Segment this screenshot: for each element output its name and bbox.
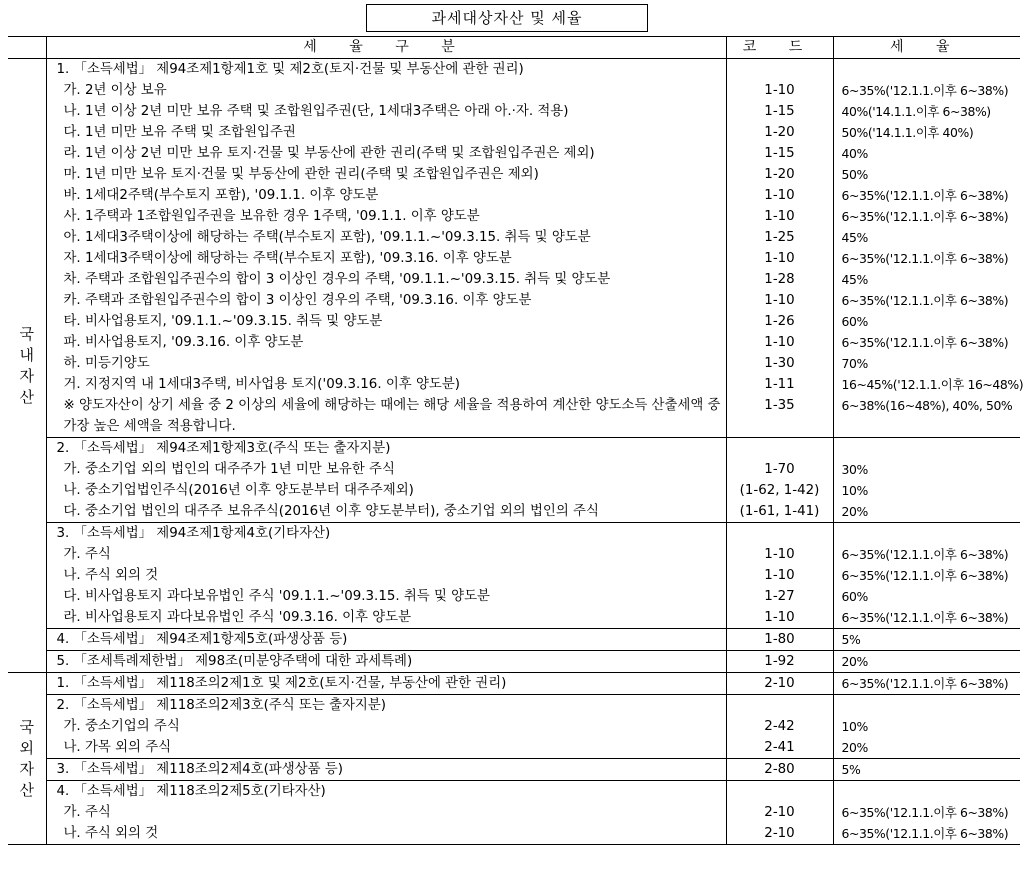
item-description: 차. 주택과 조합원입주권수의 합이 3 이상인 경우의 주택, '09.1.1.~'09.3.15. 취득 및 양도분 — [46, 269, 726, 290]
item-description: 나. 주식 외의 것 — [46, 565, 726, 586]
item-description: 거. 지정지역 내 1세대3주택, 비사업용 토지('09.3.16. 이후 양도분) — [46, 374, 726, 395]
item-rate — [833, 781, 1020, 803]
item-code: 1-20 — [726, 122, 833, 143]
tax-rate-table — [8, 36, 1024, 845]
table-row — [8, 544, 1020, 565]
item-description: 아. 1세대3주택이상에 해당하는 주택(부수토지 포함), '09.1.1.~'09.3.15. 취득 및 양도분 — [46, 227, 726, 248]
table-row — [8, 59, 1020, 81]
item-description: 가. 중소기업의 주식 — [46, 716, 726, 737]
item-code: 1-28 — [726, 269, 833, 290]
item-rate: 20% — [833, 737, 1020, 759]
item-rate: 6~38%(16~48%), 40%, 50% — [833, 395, 1020, 438]
item-description: 라. 비사업용토지 과다보유법인 주식 '09.3.16. 이후 양도분 — [46, 607, 726, 629]
item-rate: 45% — [833, 227, 1020, 248]
item-description: 라. 1년 이상 2년 미만 보유 토지·건물 및 부동산에 관한 권리(주택 및 조합원입주권은 제외) — [46, 143, 726, 164]
table-row — [8, 673, 1020, 695]
item-rate: 30% — [833, 459, 1020, 480]
item-code: 1-26 — [726, 311, 833, 332]
table-row — [8, 438, 1020, 460]
item-description: 카. 주택과 조합원입주권수의 합이 3 이상인 경우의 주택, '09.3.16. 이후 양도분 — [46, 290, 726, 311]
item-code: 1-10 — [726, 544, 833, 565]
category-char: 내 — [19, 345, 34, 364]
item-code: 2-10 — [726, 673, 833, 695]
item-code: 1-15 — [726, 143, 833, 164]
item-code: 2-10 — [726, 823, 833, 845]
item-code: 2-80 — [726, 759, 833, 781]
table-row — [8, 781, 1020, 803]
item-code — [726, 781, 833, 803]
item-description: 파. 비사업용토지, '09.3.16. 이후 양도분 — [46, 332, 726, 353]
header-category — [8, 37, 46, 59]
item-rate — [833, 438, 1020, 460]
table-row — [8, 269, 1020, 290]
table-row — [8, 353, 1020, 374]
item-code: 1-10 — [726, 565, 833, 586]
item-rate: 10% — [833, 480, 1020, 501]
table-row — [8, 185, 1020, 206]
item-description: 4. 「소득세법」 제94조제1항제5호(파생상품 등) — [46, 629, 726, 651]
table-row — [8, 248, 1020, 269]
header-code: 코 드 — [726, 37, 833, 59]
item-code: 1-92 — [726, 651, 833, 673]
item-code: 1-10 — [726, 185, 833, 206]
item-code: 2-42 — [726, 716, 833, 737]
item-code: 1-10 — [726, 607, 833, 629]
table-row — [8, 759, 1020, 781]
item-rate: 40% — [833, 143, 1020, 164]
item-description: 바. 1세대2주택(부수토지 포함), '09.1.1. 이후 양도분 — [46, 185, 726, 206]
item-description: 가. 주식 — [46, 544, 726, 565]
item-description: 2. 「소득세법」 제118조의2제3호(주식 또는 출자지분) — [46, 695, 726, 717]
item-rate: 5% — [833, 629, 1020, 651]
item-code: 1-10 — [726, 206, 833, 227]
item-code — [726, 523, 833, 545]
header-rate: 세 율 — [833, 37, 1020, 59]
item-rate: 6~35%('12.1.1.이후 6~38%) — [833, 673, 1020, 695]
table-body — [8, 59, 1024, 845]
item-rate: 6~35%('12.1.1.이후 6~38%) — [833, 823, 1020, 845]
item-description: 다. 중소기업 법인의 대주주 보유주식(2016년 이후 양도분부터), 중소기업 외의 법인의 주식 — [46, 501, 726, 523]
item-code: 1-25 — [726, 227, 833, 248]
table-row — [8, 501, 1020, 523]
item-code: 1-10 — [726, 290, 833, 311]
item-rate: 6~35%('12.1.1.이후 6~38%) — [833, 206, 1020, 227]
note-text: ※ 양도자산이 상기 세율 중 2 이상의 세율에 해당하는 때에는 해당 세율을 적용하여 계산한 양도소득 산출세액 중 가장 높은 세액을 적용합니다. — [46, 395, 726, 438]
item-code: (1-61, 1-41) — [726, 501, 833, 523]
item-rate: 6~35%('12.1.1.이후 6~38%) — [833, 565, 1020, 586]
item-rate: 6~35%('12.1.1.이후 6~38%) — [833, 802, 1020, 823]
item-rate: 40%('14.1.1.이후 6~38%) — [833, 101, 1020, 122]
header-desc: 세 율 구 분 — [46, 37, 726, 59]
table-row — [8, 311, 1020, 332]
item-code: 1-30 — [726, 353, 833, 374]
item-description: 1. 「소득세법」 제94조제1항제1호 및 제2호(토지·건물 및 부동산에 관한 권리) — [46, 59, 726, 81]
item-code: 1-11 — [726, 374, 833, 395]
item-description: 나. 주식 외의 것 — [46, 823, 726, 845]
category-char: 자 — [19, 759, 34, 778]
item-code: 1-10 — [726, 248, 833, 269]
item-description: 2. 「소득세법」 제94조제1항제3호(주식 또는 출자지분) — [46, 438, 726, 460]
table-header-row — [8, 37, 1020, 59]
table-row — [8, 227, 1020, 248]
item-rate: 45% — [833, 269, 1020, 290]
item-description: 가. 2년 이상 보유 — [46, 80, 726, 101]
category-char: 자 — [19, 366, 34, 385]
item-description: 다. 1년 미만 보유 주택 및 조합원입주권 — [46, 122, 726, 143]
table-row — [8, 101, 1020, 122]
item-code — [726, 438, 833, 460]
domestic-category-label — [8, 59, 46, 673]
item-description: 사. 1주택과 1조합원입주권을 보유한 경우 1주택, '09.1.1. 이후 양도분 — [46, 206, 726, 227]
table-row — [8, 802, 1020, 823]
item-rate: 5% — [833, 759, 1020, 781]
item-description: 자. 1세대3주택이상에 해당하는 주택(부수토지 포함), '09.3.16. 이후 양도분 — [46, 248, 726, 269]
table-row — [8, 565, 1020, 586]
item-description: 나. 가목 외의 주식 — [46, 737, 726, 759]
item-description: 하. 미등기양도 — [46, 353, 726, 374]
table-row — [8, 332, 1020, 353]
table-row — [8, 523, 1020, 545]
table-row — [8, 823, 1020, 845]
table-row — [8, 143, 1020, 164]
item-rate: 20% — [833, 651, 1020, 673]
item-description: 가. 중소기업 외의 법인의 대주주가 1년 미만 보유한 주식 — [46, 459, 726, 480]
item-code: 1-35 — [726, 395, 833, 438]
table-row — [8, 206, 1020, 227]
item-description: 1. 「소득세법」 제118조의2제1호 및 제2호(토지·건물, 부동산에 관한 권리) — [46, 673, 726, 695]
item-code: 1-70 — [726, 459, 833, 480]
item-rate: 6~35%('12.1.1.이후 6~38%) — [833, 290, 1020, 311]
item-rate: 60% — [833, 311, 1020, 332]
table-row — [8, 164, 1020, 185]
category-char: 국 — [19, 324, 34, 343]
item-rate: 6~35%('12.1.1.이후 6~38%) — [833, 607, 1020, 629]
item-description: 3. 「소득세법」 제94조제1항제4호(기타자산) — [46, 523, 726, 545]
item-rate — [833, 523, 1020, 545]
table-row — [8, 586, 1020, 607]
item-code: 1-10 — [726, 332, 833, 353]
item-code: 2-41 — [726, 737, 833, 759]
item-rate: 10% — [833, 716, 1020, 737]
table-row — [8, 695, 1020, 717]
item-description: 나. 중소기업법인주식(2016년 이후 양도분부터 대주주제외) — [46, 480, 726, 501]
item-code: 1-10 — [726, 80, 833, 101]
item-rate: 50%('14.1.1.이후 40%) — [833, 122, 1020, 143]
note-row — [8, 395, 1020, 438]
item-description: 가. 주식 — [46, 802, 726, 823]
item-rate: 6~35%('12.1.1.이후 6~38%) — [833, 80, 1020, 101]
table-row — [8, 651, 1020, 673]
item-description: 5. 「조세특례제한법」 제98조(미분양주택에 대한 과세특례) — [46, 651, 726, 673]
table-row — [8, 737, 1020, 759]
item-rate — [833, 59, 1020, 81]
item-rate: 50% — [833, 164, 1020, 185]
item-description: 다. 비사업용토지 과다보유법인 주식 '09.1.1.~'09.3.15. 취득 및 양도분 — [46, 586, 726, 607]
category-char: 외 — [19, 738, 34, 757]
table-row — [8, 290, 1020, 311]
item-rate: 70% — [833, 353, 1020, 374]
item-description: 4. 「소득세법」 제118조의2제5호(기타자산) — [46, 781, 726, 803]
item-rate — [833, 695, 1020, 717]
item-rate: 16~45%('12.1.1.이후 16~48%) — [833, 374, 1020, 395]
item-rate: 6~35%('12.1.1.이후 6~38%) — [833, 332, 1020, 353]
table-row — [8, 374, 1020, 395]
table-row — [8, 716, 1020, 737]
item-code: 2-10 — [726, 802, 833, 823]
item-description: 마. 1년 미만 보유 토지·건물 및 부동산에 관한 권리(주택 및 조합원입주권은 제외) — [46, 164, 726, 185]
item-code: 1-80 — [726, 629, 833, 651]
item-rate: 6~35%('12.1.1.이후 6~38%) — [833, 185, 1020, 206]
item-rate: 6~35%('12.1.1.이후 6~38%) — [833, 544, 1020, 565]
item-code: 1-27 — [726, 586, 833, 607]
category-char: 산 — [19, 780, 34, 799]
item-code: 1-15 — [726, 101, 833, 122]
table-row — [8, 629, 1020, 651]
item-code — [726, 695, 833, 717]
item-description: 나. 1년 이상 2년 미만 보유 주택 및 조합원입주권(단, 1세대3주택은 아래 아.·자. 적용) — [46, 101, 726, 122]
item-rate: 20% — [833, 501, 1020, 523]
table-row — [8, 122, 1020, 143]
item-code — [726, 59, 833, 81]
table-row — [8, 80, 1020, 101]
document-title: 과세대상자산 및 세율 — [366, 4, 648, 32]
item-code: (1-62, 1-42) — [726, 480, 833, 501]
foreign-category-label — [8, 673, 46, 845]
category-char: 국 — [19, 717, 34, 736]
table-row — [8, 607, 1020, 629]
table-row — [8, 480, 1020, 501]
table-row — [8, 459, 1020, 480]
item-code: 1-20 — [726, 164, 833, 185]
item-rate: 60% — [833, 586, 1020, 607]
item-description: 타. 비사업용토지, '09.1.1.~'09.3.15. 취득 및 양도분 — [46, 311, 726, 332]
category-char: 산 — [19, 387, 34, 406]
item-description: 3. 「소득세법」 제118조의2제4호(파생상품 등) — [46, 759, 726, 781]
item-rate: 6~35%('12.1.1.이후 6~38%) — [833, 248, 1020, 269]
